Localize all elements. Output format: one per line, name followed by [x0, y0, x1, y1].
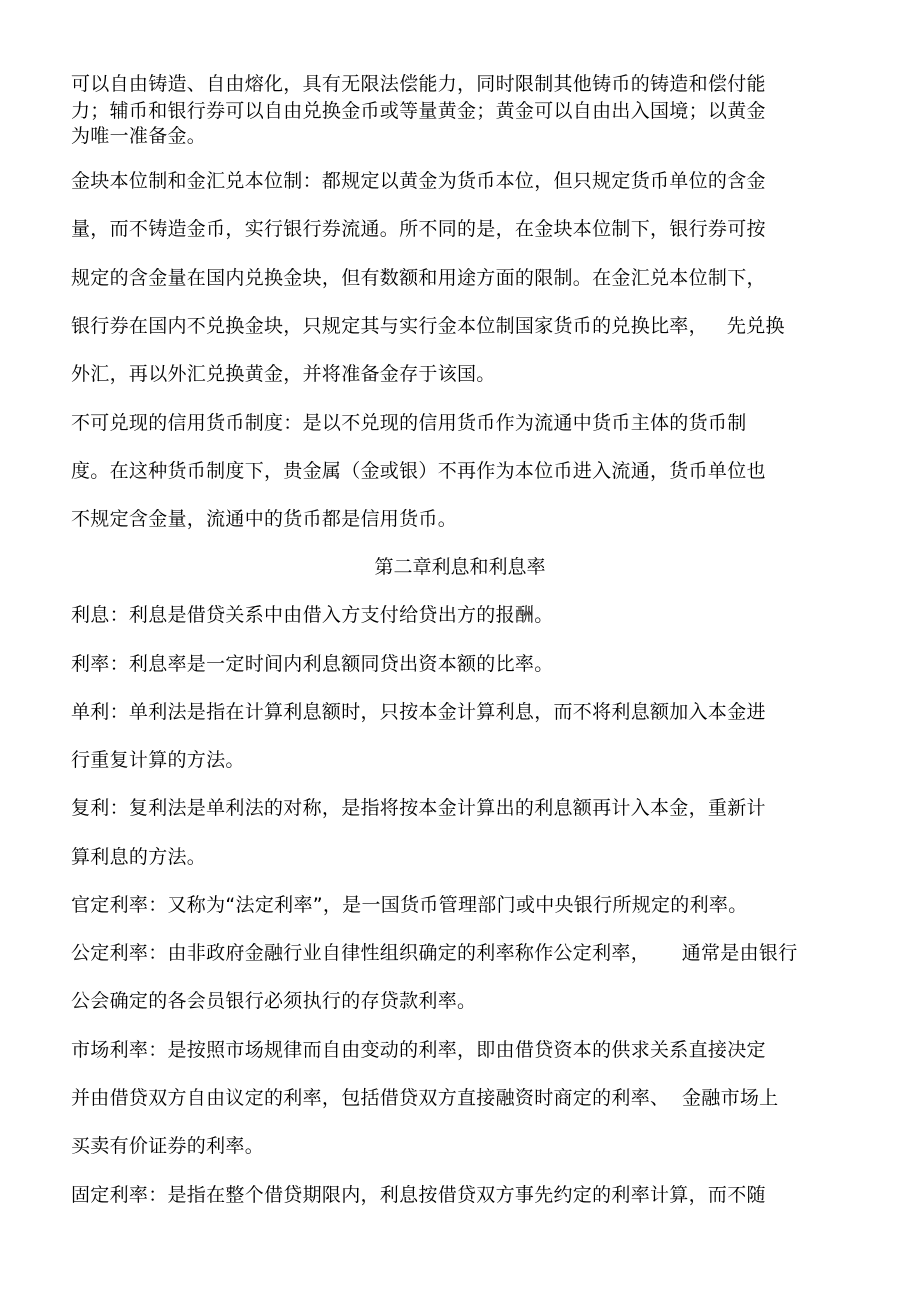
text-line: 公定利率：由非政府金融行业自律性组织确定的利率称作公定利率， 通常是由银行	[71, 942, 798, 964]
text-line: 量，而不铸造金币，实行银行券流通。所不同的是，在金块本位制下，银行券可按	[71, 218, 766, 240]
text-line: 算利息的方法。	[71, 846, 207, 868]
text-line: 复利：复利法是单利法的对称，是指将按本金计算出的利息额再计入本金，重新计	[71, 797, 766, 819]
text-line: 市场利率：是按照市场规律而自由变动的利率，即由借贷资本的供求关系直接决定	[71, 1039, 766, 1061]
text-line: 行重复计算的方法。	[71, 749, 245, 771]
text-line: 利息：利息是借贷关系中由借入方支付给贷出方的报酬。	[71, 604, 554, 626]
text-line: 外汇，再以外汇兑换黄金，并将准备金存于该国。	[71, 363, 496, 385]
text-line: 不可兑现的信用货币制度：是以不兑现的信用货币作为流通中货币主体的货币制	[71, 412, 747, 434]
chapter-heading: 第二章利息和利息率	[374, 556, 546, 578]
text-line: 可以自由铸造、自由熔化，具有无限法偿能力，同时限制其他铸币的铸造和偿付能	[71, 73, 766, 95]
text-line: 不规定含金量，流通中的货币都是信用货币。	[71, 508, 458, 530]
text-line: 并由借贷双方自由议定的利率，包括借贷双方直接融资时商定的利率、 金融市场上	[71, 1087, 779, 1109]
text-line: 利率：利息率是一定时间内利息额同贷出资本额的比率。	[71, 653, 554, 675]
text-line: 力；辅币和银行券可以自由兑换金币或等量黄金；黄金可以自由出入国境；以黄金	[71, 100, 766, 122]
text-line: 银行券在国内不兑换金块，只规定其与实行金本位制国家货币的兑换比率， 先兑换	[71, 315, 785, 337]
text-line: 金块本位制和金汇兑本位制：都规定以黄金为货币本位，但只规定货币单位的含金	[71, 170, 766, 192]
text-line: 单利：单利法是指在计算利息额时，只按本金计算利息，而不将利息额加入本金进	[71, 701, 766, 723]
text-line: 固定利率：是指在整个借贷期限内，利息按借贷双方事先约定的利率计算，而不随	[71, 1184, 766, 1206]
text-line: 买卖有价证券的利率。	[71, 1135, 265, 1157]
text-line: 官定利率：又称为“法定利率”，是一国货币管理部门或中央银行所规定的利率。	[71, 894, 748, 916]
text-line: 为唯一准备金。	[71, 125, 207, 147]
text-line: 度。在这种货币制度下，贵金属（金或银）不再作为本位币进入流通，货币单位也	[71, 460, 766, 482]
text-line: 公会确定的各会员银行必须执行的存贷款利率。	[71, 990, 477, 1012]
text-line: 规定的含金量在国内兑换金块，但有数额和用途方面的限制。在金汇兑本位制下，	[71, 267, 766, 289]
